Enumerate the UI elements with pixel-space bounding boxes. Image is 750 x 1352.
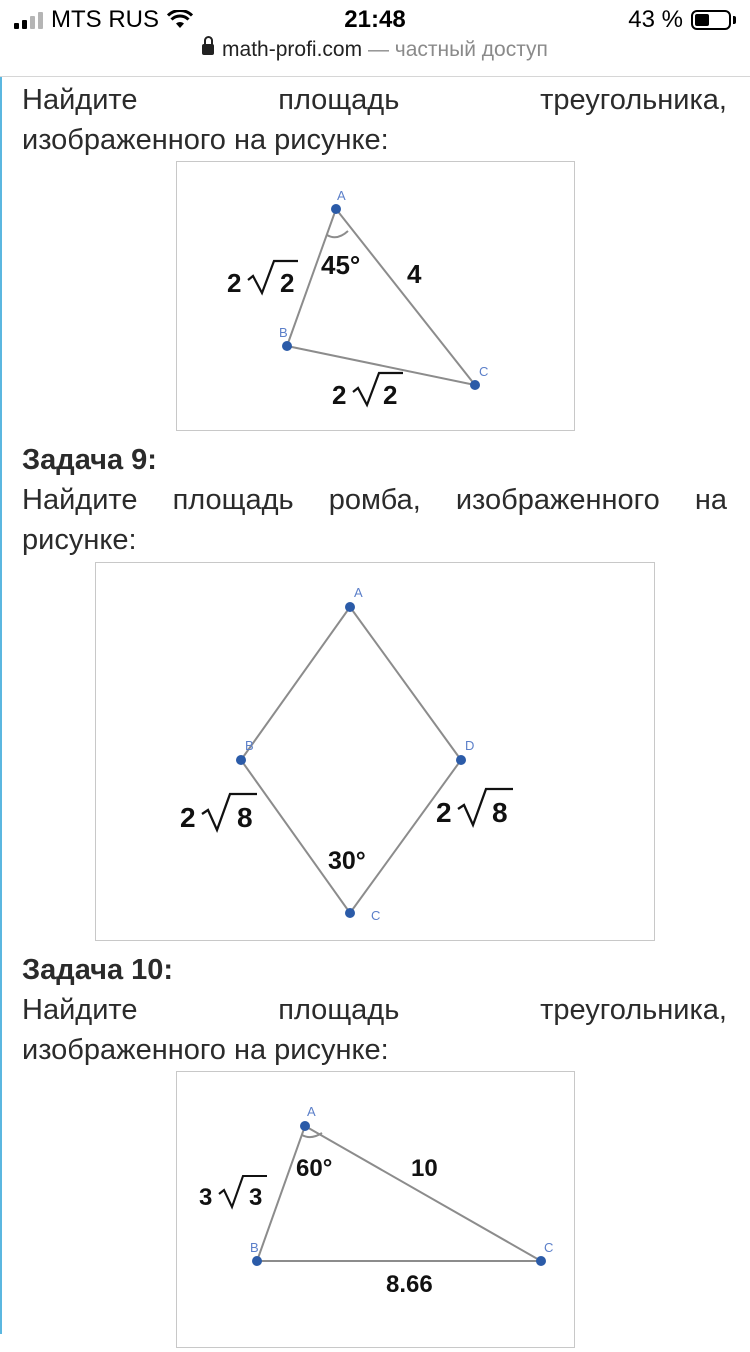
side-ac-label: 10 [411,1155,438,1182]
article-content [22,80,727,160]
intro-line-1: Найдите площадь треугольника, [22,84,727,116]
vertex-c-label: C [479,364,489,379]
task-10-title: Задача 10: [22,954,174,986]
side-bc-coef: 2 [332,380,347,410]
rhombus-figure [95,562,655,941]
side-left-root: 8 [237,802,253,833]
vertex-c-point [470,380,480,390]
lock-icon [202,44,214,55]
vertex-b-label: B [250,1240,259,1255]
vertex-b-label: B [245,738,254,753]
vertex-a-point [300,1121,310,1131]
private-access-note: — частный доступ [367,38,548,61]
side-left-coef: 2 [180,802,196,833]
task-10-text-line-1: Найдите площадь треугольника, [22,994,727,1026]
vertex-a-point [331,204,341,214]
side-bc-label: 8.66 [386,1271,433,1298]
carrier-name: MTS RUS [51,6,159,33]
battery-icon [691,10,731,30]
vertex-d-label: D [465,738,475,753]
side-ab-coef: 2 [227,268,242,298]
vertex-a-label: A [307,1104,316,1119]
task-10-text-line-2: изображенного на рисунке: [22,1034,389,1066]
angle-label: 60° [296,1155,333,1182]
triangle-figure-2 [176,1071,575,1348]
status-time: 21:48 [344,6,406,33]
url-domain: math-profi.com [222,38,363,61]
triangle-2-drawing [177,1072,574,1347]
status-bar [0,0,750,40]
vertex-b-point [236,755,246,765]
vertex-b-point [282,341,292,351]
vertex-c-point [345,908,355,918]
side-bc-root: 2 [383,380,398,410]
vertex-b-label: B [279,325,288,340]
url-bar[interactable] [0,38,750,62]
divider [0,76,750,77]
side-right-coef: 2 [436,797,452,828]
rhombus-drawing [96,563,654,940]
task-10 [22,950,727,1070]
vertex-a-label: A [337,188,346,203]
scroll-accent-bar [0,77,2,1334]
vertex-b-point [252,1256,262,1266]
triangle-1-drawing [177,162,574,430]
vertex-c-label: C [371,908,381,923]
angle-label: 30° [328,847,366,875]
side-ab-root: 2 [280,268,295,298]
triangle-figure-1 [176,161,575,431]
task-9-text-line-1: Найдите площадь ромба, изображенного на [22,484,727,516]
battery-info [628,6,736,34]
vertex-d-point [456,755,466,765]
task-9 [22,440,727,560]
vertex-a-label: A [354,585,363,600]
task-9-title: Задача 9: [22,444,157,476]
vertex-a-point [345,602,355,612]
angle-label: 45° [321,250,361,280]
side-ac-label: 4 [407,259,422,289]
vertex-c-point [536,1256,546,1266]
vertex-c-label: C [544,1240,554,1255]
task-9-text-line-2: рисунке: [22,524,137,556]
intro-line-2: изображенного на рисунке: [22,124,389,156]
side-ab-root: 3 [249,1184,263,1211]
side-right-root: 8 [492,797,508,828]
battery-percent: 43 % [628,6,683,33]
side-ab-coef: 3 [199,1184,213,1211]
